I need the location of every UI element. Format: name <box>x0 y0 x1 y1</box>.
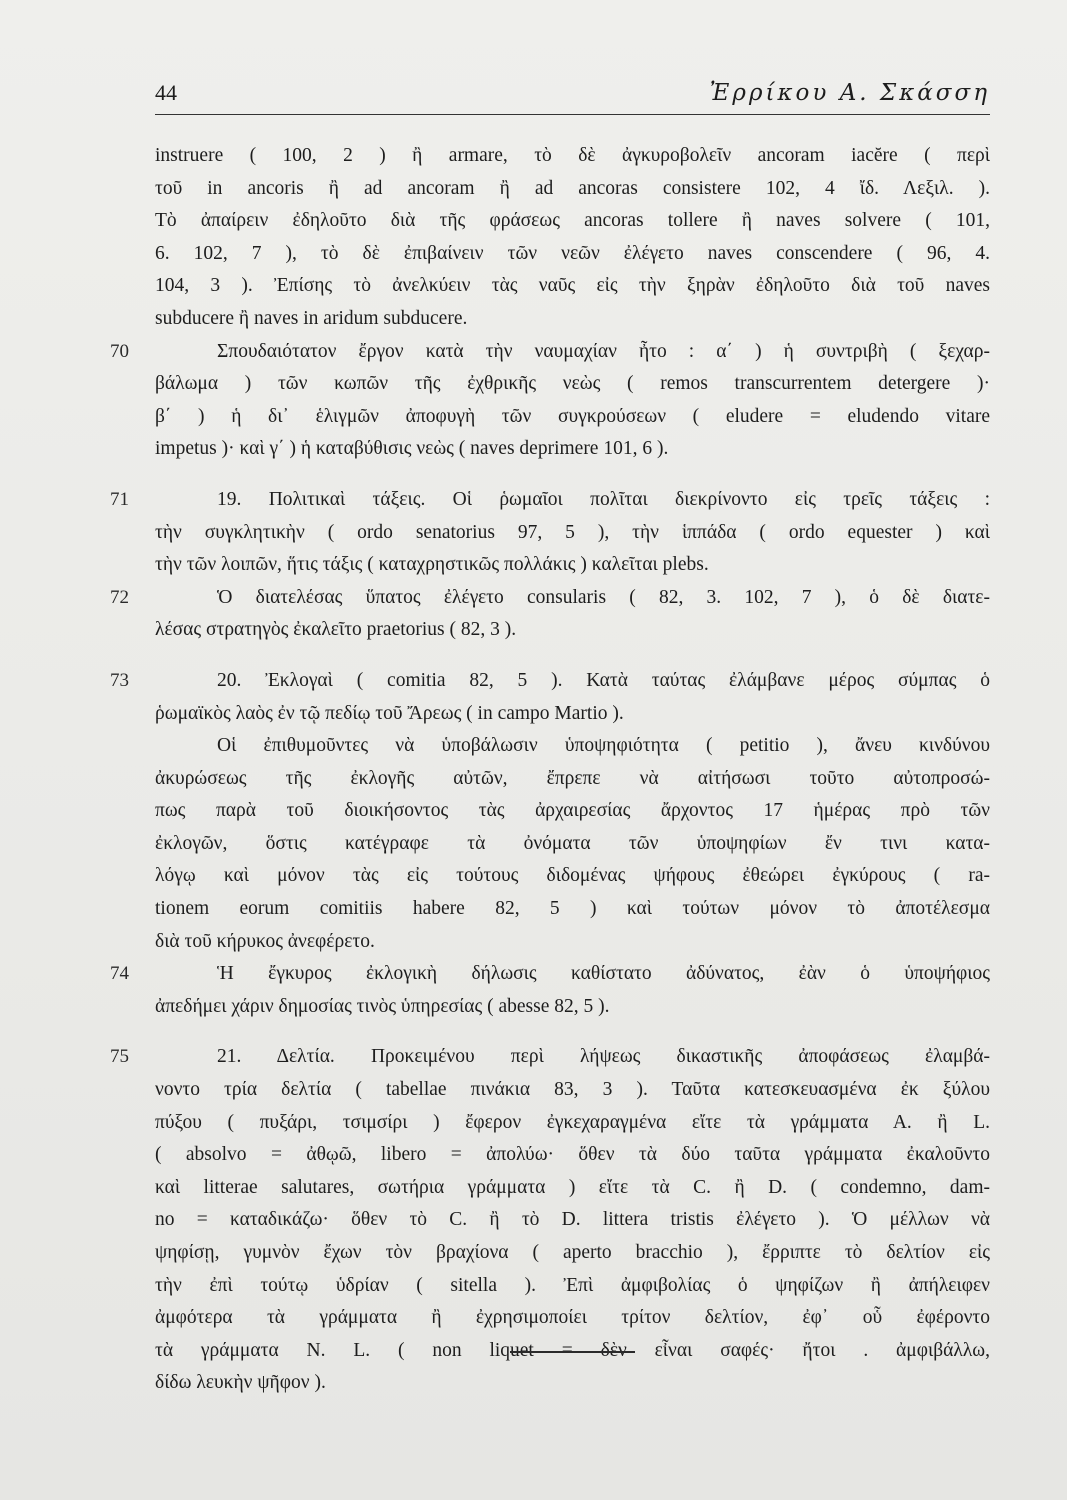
text-line <box>155 401 990 434</box>
text-line-content: ἀμφότερα τὰ γράμματα ἢ ἐχρησιμοποίει τρίτον δελτίον, ἐφ᾽ οὗ ἐφέροντο <box>155 1307 990 1329</box>
text-line-content: ἐκλογῶν, ὅστις κατέγραφε τὰ ὀνόματα τῶν ὑποψηφίων ἔν τινι κατα- <box>155 832 990 854</box>
text-line-content: τὴν συγκλητικὴν ( ordo senatorius 97, 5 ), τὴν ἱππάδα ( ordo equester ) καὶ <box>155 521 990 543</box>
text-line-content: Ἡ ἔγκυρος ἐκλογικὴ δήλωσις καθίστατο ἀδύνατος, ἐὰν ὁ ὑποψήφιος <box>217 963 990 985</box>
text-line <box>155 795 990 828</box>
text-line <box>155 1107 990 1140</box>
end-rule <box>510 1351 635 1353</box>
text-line <box>110 958 990 991</box>
page-number: 44 <box>155 80 177 105</box>
body-text <box>110 140 990 1400</box>
text-line-content: 6. 102, 7 ), τὸ δὲ ἐπιβαίνειν τῶν νεῶν ἐλέγετο naves conscendere ( 96, 4. <box>155 242 990 264</box>
text-line-content: Οἱ ἐπιθυμοῦντες νὰ ὑποβάλωσιν ὑποψηφιότητα ( petitio ), ἄνευ κινδύνου <box>217 735 990 757</box>
text-line <box>155 614 990 647</box>
text-line <box>155 926 990 959</box>
text-line <box>155 1139 990 1172</box>
text-line-content: 104, 3 ). Ἐπίσης τὸ ἀνελκύειν τὰς ναῦς εἰς τὴν ξηρὰν ἐδηλοῦτο διὰ τοῦ naves <box>155 275 990 297</box>
margin-line-number: 70 <box>110 340 129 362</box>
text-line <box>155 991 990 1024</box>
text-line <box>155 173 990 206</box>
text-line <box>155 303 990 336</box>
text-line-content: διὰ τοῦ κήρυκος ἀνεφέρετο. <box>155 930 375 952</box>
text-line-content: ἀπεδήμει χάριν δημοσίας τινὸς ὑπηρεσίας ( abesse 82, 5 ). <box>155 995 610 1017</box>
text-line-content: ῥωμαϊκὸς λαὸς ἐν τῷ πεδίῳ τοῦ Ἄρεως ( in campo Martio ). <box>155 702 624 724</box>
margin-line-number: 75 <box>110 1046 129 1068</box>
text-line <box>155 1172 990 1205</box>
text-line <box>155 1302 990 1335</box>
text-line-content: 21. Δελτία. Προκειμένου περὶ λήψεως δικαστικῆς ἀποφάσεως ἐλαμβά- <box>217 1046 990 1068</box>
text-line <box>155 828 990 861</box>
text-line <box>155 763 990 796</box>
text-line <box>155 1204 990 1237</box>
text-line-content: ( absolvo = ἀθῳῶ, libero = ἀπολύω· ὅθεν τὰ δύο ταῦτα γράμματα ἐκαλοῦντο <box>155 1144 990 1166</box>
text-line <box>155 1074 990 1107</box>
text-line-content: tionem eorum comitiis habere 82, 5 ) καὶ τούτων μόνον τὸ ἀποτέλεσμα <box>155 898 990 920</box>
text-line-content: β΄ ) ἡ δι᾽ ἑλιγμῶν ἀποφυγὴ τῶν συγκρούσεων ( eludere = eludendo vitare <box>155 405 990 427</box>
text-line <box>110 1041 990 1074</box>
text-line <box>155 270 990 303</box>
text-line-content: instruere ( 100, 2 ) ἢ armare, τὸ δὲ ἀγκυροβολεῖν ancoram iacĕre ( περὶ <box>155 145 990 166</box>
text-line <box>155 549 990 582</box>
text-line <box>155 368 990 401</box>
text-line <box>110 336 990 369</box>
text-line-content: λέσας στρατηγὸς ἐκαλεῖτο praetorius ( 82, 3 ). <box>155 619 517 641</box>
text-line <box>155 730 990 763</box>
text-line-content: τὴν ἐπὶ τούτῳ ὑδρίαν ( sitella ). Ἐπὶ ἀμφιβολίας ὁ ψηφίζων ἢ ἀπήλειφεν <box>155 1274 990 1296</box>
text-line-content: τὰ γράμματα N. L. ( non liquet = δὲν εἶναι σαφές· ἤτοι . ἀμφιβάλλω, <box>155 1339 990 1361</box>
text-line <box>155 1237 990 1270</box>
text-line-content: δίδω λευκὴν ψῆφον ). <box>155 1372 326 1394</box>
margin-line-number: 72 <box>110 586 129 608</box>
page-header <box>155 74 990 115</box>
text-line <box>155 698 990 731</box>
text-line-content: καὶ litterae salutares, σωτήρια γράμματα ) εἴτε τὰ C. ἢ D. ( condemno, dam- <box>155 1176 990 1198</box>
text-line-content: ψηφίσῃ, γυμνὸν ἔχων τὸν βραχίονα ( aperto bracchio ), ἔρριπτε τὸ δελτίον εἰς <box>155 1242 990 1263</box>
text-line-content: πως παρὰ τοῦ διοικήσοντος τὰς ἀρχαιρεσίας ἄρχοντος 17 ἡμέρας πρὸ τῶν <box>155 800 990 822</box>
text-line <box>155 238 990 271</box>
text-line-content: 20. Ἐκλογαὶ ( comitia 82, 5 ). Κατὰ ταύτας ἐλάμβανε μέρος σύμπας ὁ <box>217 669 990 691</box>
margin-line-number: 71 <box>110 488 129 510</box>
text-line-content: no = καταδικάζω· ὅθεν τὸ C. ἢ τὸ D. littera tristis ἐλέγετο ). Ὁ μέλλων νὰ <box>155 1209 990 1231</box>
text-line-content: τοῦ in ancoris ἢ ad ancoram ἢ ad ancoras consistere 102, 4 ἴδ. Λεξιλ. ). <box>155 177 990 199</box>
text-line <box>155 1367 990 1400</box>
text-line-content: ἀκυρώσεως τῆς ἐκλογῆς αὐτῶν, ἔπρεπε νὰ αἰτήσωσι τοῦτο αὐτοπροσώ- <box>155 767 990 789</box>
text-line-content: νοντο τρία δελτία ( tabellae πινάκια 83, 3 ). Ταῦτα κατεσκευασμένα ἐκ ξύλου <box>155 1079 990 1101</box>
text-line <box>155 205 990 238</box>
text-line <box>110 484 990 517</box>
margin-line-number: 73 <box>110 669 129 691</box>
text-line-content: Τὸ ἀπαίρειν ἐδηλοῦτο διὰ τῆς φράσεως ancoras tollere ἢ naves solvere ( 101, <box>155 210 990 232</box>
text-line <box>155 860 990 893</box>
margin-line-number: 74 <box>110 963 129 985</box>
text-line-content: πύξου ( πυξάρι, τσιμσίρι ) ἔφερον ἐγκεχαραγμένα εἴτε τὰ γράμματα Α. ἢ L. <box>155 1111 990 1133</box>
text-line-content: impetus )· καὶ γ΄ ) ἡ καταβύθισις νεὼς ( naves deprimere 101, 6 ). <box>155 438 669 460</box>
text-line <box>155 433 990 466</box>
text-line <box>155 517 990 550</box>
text-line-content: subducere ἢ naves in aridum subducere. <box>155 307 468 329</box>
text-line-content: Σπουδαιότατον ἔργον κατὰ τὴν ναυμαχίαν ἦτο : α΄ ) ἡ συντριβὴ ( ξεχαρ- <box>217 340 990 362</box>
text-line <box>110 665 990 698</box>
text-line-content: λόγῳ καὶ μόνον τὰς εἰς τούτους διδομένας ψήφους ἐθεώρει ἐγκύρους ( ra- <box>155 865 990 887</box>
text-line-content: βάλωμα ) τῶν κωπῶν τῆς ἐχθρικῆς νεὼς ( remos transcurrentem detergere )· <box>155 373 990 395</box>
text-line <box>110 582 990 615</box>
text-line-content: 19. Πολιτικαὶ τάξεις. Οἱ ῥωμαῖοι πολῖται διεκρίνοντο εἰς τρεῖς τάξεις : <box>217 488 990 510</box>
text-line <box>155 140 990 173</box>
paragraph-gap <box>155 466 990 484</box>
running-head: Ἐρρίκου Α. Σκάσση <box>709 80 990 106</box>
paragraph-gap <box>155 647 990 665</box>
text-line <box>155 893 990 926</box>
text-line-content: Ὁ διατελέσας ὕπατος ἐλέγετο consularis ( 82, 3. 102, 7 ), ὁ δὲ διατε- <box>217 586 990 608</box>
paragraph-gap <box>155 1023 990 1041</box>
text-line-content: τὴν τῶν λοιπῶν, ἥτις τάξις ( καταχρηστικῶς πολλάκις ) καλεῖται plebs. <box>155 554 709 576</box>
text-line <box>155 1270 990 1303</box>
